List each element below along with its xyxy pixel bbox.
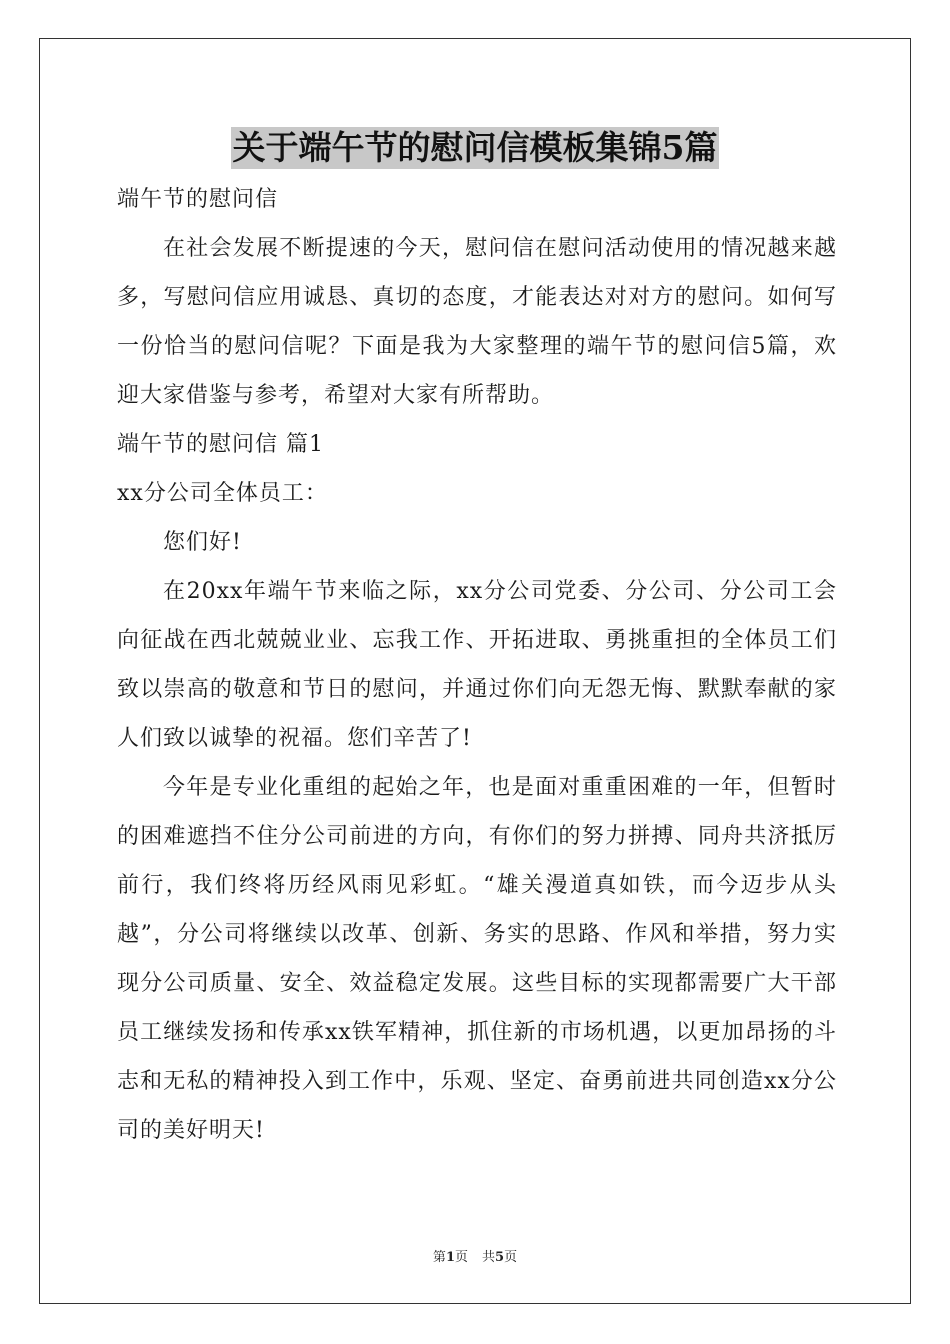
total-suffix: 页: [504, 1250, 518, 1265]
intro-paragraph: 在社会发展不断提速的今天，慰问信在慰问活动使用的情况越来越多，写慰问信应用诚恳、真切的态度，才能表达对对方的慰问。如何写一份恰当的慰问信呢？下面是我为大家整理的端午节的慰问信5篇，欢迎大家借鉴与参考，希望对大家有所帮助。: [117, 236, 837, 408]
document-body: [117, 175, 837, 1155]
page-prefix: 第: [432, 1250, 446, 1265]
document-title: 关于端午节的慰问信模板集锦5篇: [232, 128, 718, 167]
title-container: [0, 127, 950, 169]
page-number: 1: [445, 1250, 455, 1265]
letter-salutation: xx分公司全体员工：: [117, 481, 328, 506]
page-footer: [0, 1246, 950, 1265]
total-pages: 5: [495, 1250, 505, 1265]
page-suffix: 页: [454, 1250, 468, 1265]
letter-paragraph: 在20xx年端午节来临之际，xx分公司党委、分公司、分公司工会向征战在西北兢兢业业、忘我工作、开拓进取、勇挑重担的全体员工们致以崇高的敬意和节日的慰问，并通过你们向无怨无悔、默默奉献的家人们致以诚挚的祝福。您们辛苦了!: [117, 579, 837, 751]
section-heading: 端午节的慰问信 篇1: [117, 432, 324, 457]
total-prefix: 共: [482, 1250, 496, 1265]
letter-paragraph: 今年是专业化重组的起始之年，也是面对重重困难的一年，但暂时的困难遮挡不住分公司前进的方向，有你们的努力拼搏、同舟共济抵厉前行，我们终将历经风雨见彩虹。“雄关漫道真如铁，而今迈步从头越”，分公司将继续以改革、创新、务实的思路、作风和举措，努力实现分公司质量、安全、效益稳定发展。这些目标的实现都需要广大干部员工继续发扬和传承xx铁军精神，抓住新的市场机遇，以更加昂扬的斗志和无私的精神投入到工作中，乐观、坚定、奋勇前进共同创造xx分公司的美好明天!: [117, 775, 837, 1143]
document-subtitle: 端午节的慰问信: [117, 187, 279, 212]
letter-greeting: 您们好!: [163, 530, 242, 555]
